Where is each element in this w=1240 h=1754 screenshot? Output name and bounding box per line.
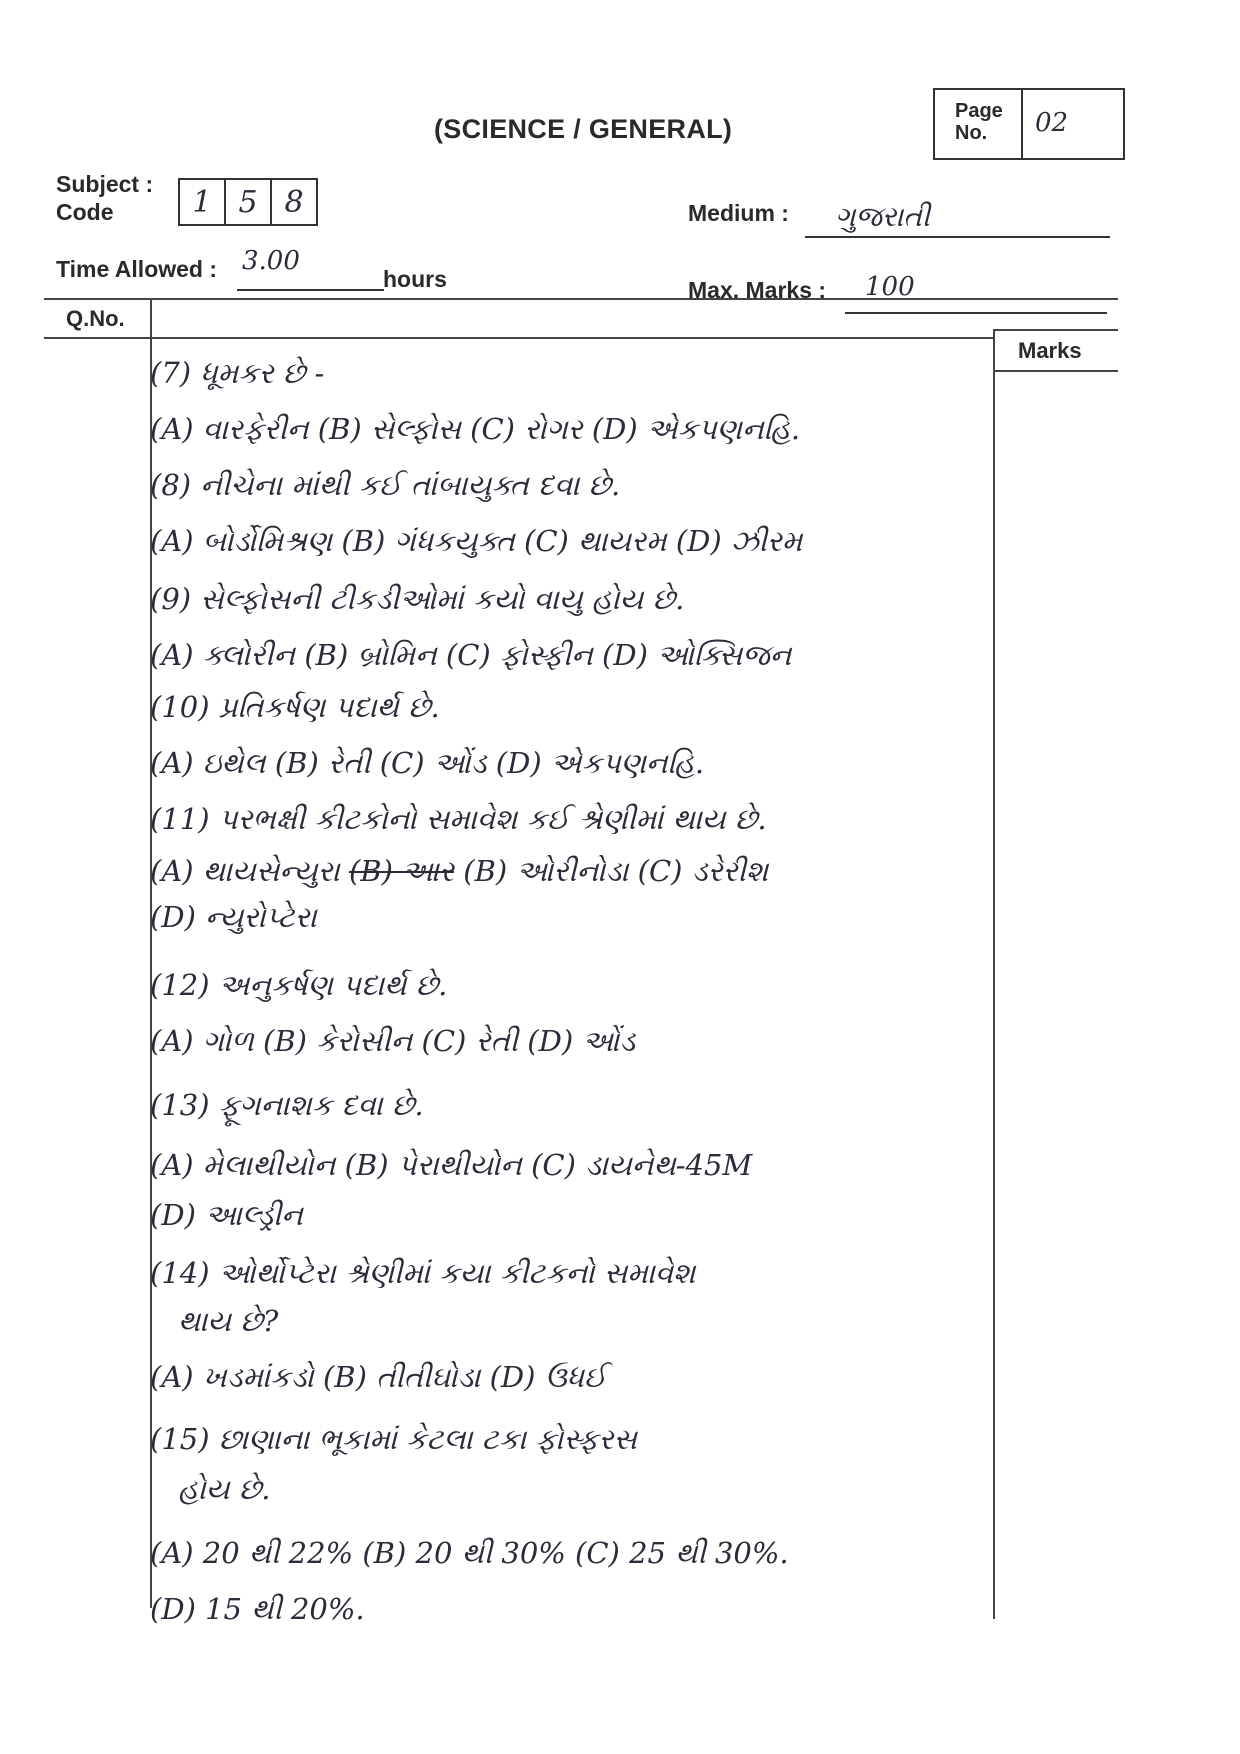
time-underline	[237, 289, 384, 291]
answer-line: હોય છે.	[178, 1472, 271, 1506]
answer-line-with-strike	[150, 854, 768, 888]
struck-out-text: (B) આર	[348, 854, 455, 888]
marks-header: Marks	[1018, 338, 1082, 363]
answer-line-part: (B) ઓરીનોડા (C) ડરેરીશ	[463, 854, 769, 888]
medium-value: ગુજરાતી	[835, 200, 930, 233]
max-marks-underline	[845, 312, 1107, 314]
answer-line: (15) છાણાના ભૂકામાં કેટલા ટકા ફોસ્ફરસ	[150, 1422, 637, 1456]
subject-code-digit: 5	[226, 180, 272, 224]
answer-line: (10) પ્રતિકર્ષણ પદાર્થ છે.	[150, 690, 440, 724]
answer-line: (11) પરભક્ષી કીટકોનો સમાવેશ કઈ શ્રેણીમાં થાય છે.	[150, 802, 767, 836]
page-number-value: 02	[1035, 108, 1069, 138]
subject-code-digit: 1	[180, 180, 226, 224]
answer-line: (D) ન્યુરોપ્ટેરા	[150, 900, 317, 934]
marks-header-rule	[993, 370, 1118, 372]
max-marks-label: Max. Marks :	[688, 277, 827, 303]
page-number-label	[955, 100, 1003, 144]
answer-line: (A) ખડમાંકડો (B) તીતીઘોડા (D) ઉધઈ	[150, 1360, 607, 1394]
page-number-box	[933, 88, 1125, 160]
medium-label: Medium :	[688, 200, 789, 226]
answer-line: (D) આલ્ડ્રીન	[150, 1198, 303, 1232]
page-label-line-1: Page	[955, 100, 1003, 122]
max-marks-value: 100	[865, 272, 915, 302]
marks-top-rule	[993, 329, 1118, 331]
answer-line: (13) ફૂગનાશક દવા છે.	[150, 1088, 424, 1122]
table-top-rule	[44, 298, 1118, 300]
document-title: (SCIENCE / GENERAL)	[434, 114, 733, 144]
medium-underline	[805, 236, 1110, 238]
page-label-line-2: No.	[955, 122, 988, 144]
page-box-divider	[1021, 90, 1023, 158]
answer-line: (A) બોર્ડોમિશ્રણ (B) ગંધકયુક્ત (C) થાયરમ (D) ઝીરમ	[150, 524, 803, 558]
answer-line: (14) ઓર્થોપ્ટેરા શ્રેણીમાં કયા કીટકનો સમાવેશ	[150, 1256, 696, 1290]
subject-code-boxes	[178, 178, 318, 226]
answer-line: (A) 20 થી 22% (B) 20 થી 30% (C) 25 થી 30%.	[150, 1536, 789, 1570]
answer-line: (A) ગોળ (B) કેરોસીન (C) રેતી (D) ઓંડ	[150, 1024, 636, 1058]
time-allowed-label: Time Allowed :	[56, 256, 218, 282]
time-allowed-value: 3.00	[242, 246, 300, 276]
answer-line: થાય છે?	[178, 1304, 279, 1338]
answer-line: (A) ક્લોરીન (B) બ્રોમિન (C) ફોસ્ફીન (D) ઓક્સિજન	[150, 638, 792, 672]
marks-column-divider	[993, 329, 995, 1619]
answer-line: (7) ધૂમકર છે -	[150, 356, 325, 390]
answer-line: (12) અનુકર્ષણ પદાર્થ છે.	[150, 968, 448, 1002]
subject-code-label	[56, 170, 153, 226]
subject-label-line-2: Code	[56, 199, 114, 225]
answer-line: (8) નીચેના માંથી કઈ તાંબાયુક્ત દવા છે.	[150, 468, 621, 502]
table-header-rule	[44, 337, 995, 339]
answer-line: (A) ઇથેલ (B) રેતી (C) ઓંડ (D) એકપણનહિ.	[150, 746, 705, 780]
answer-line: (A) મેલાથીયોન (B) પેરાથીયોન (C) ડાયનેથ-45M	[150, 1148, 753, 1182]
subject-label-line-1: Subject :	[56, 171, 154, 197]
answer-line: (9) સેલ્ફોસની ટીકડીઓમાં કયો વાયુ હોય છે.	[150, 582, 685, 616]
answer-line-part: (A) થાયસેન્યુરા	[150, 854, 340, 888]
subject-code-digit: 8	[284, 184, 304, 220]
qno-header: Q.No.	[66, 306, 125, 331]
hours-label: hours	[383, 266, 447, 292]
answer-line: (D) 15 થી 20%.	[150, 1592, 365, 1626]
answer-line: (A) વારફેરીન (B) સેલ્ફોસ (C) રોગર (D) એકપણનહિ.	[150, 412, 801, 446]
